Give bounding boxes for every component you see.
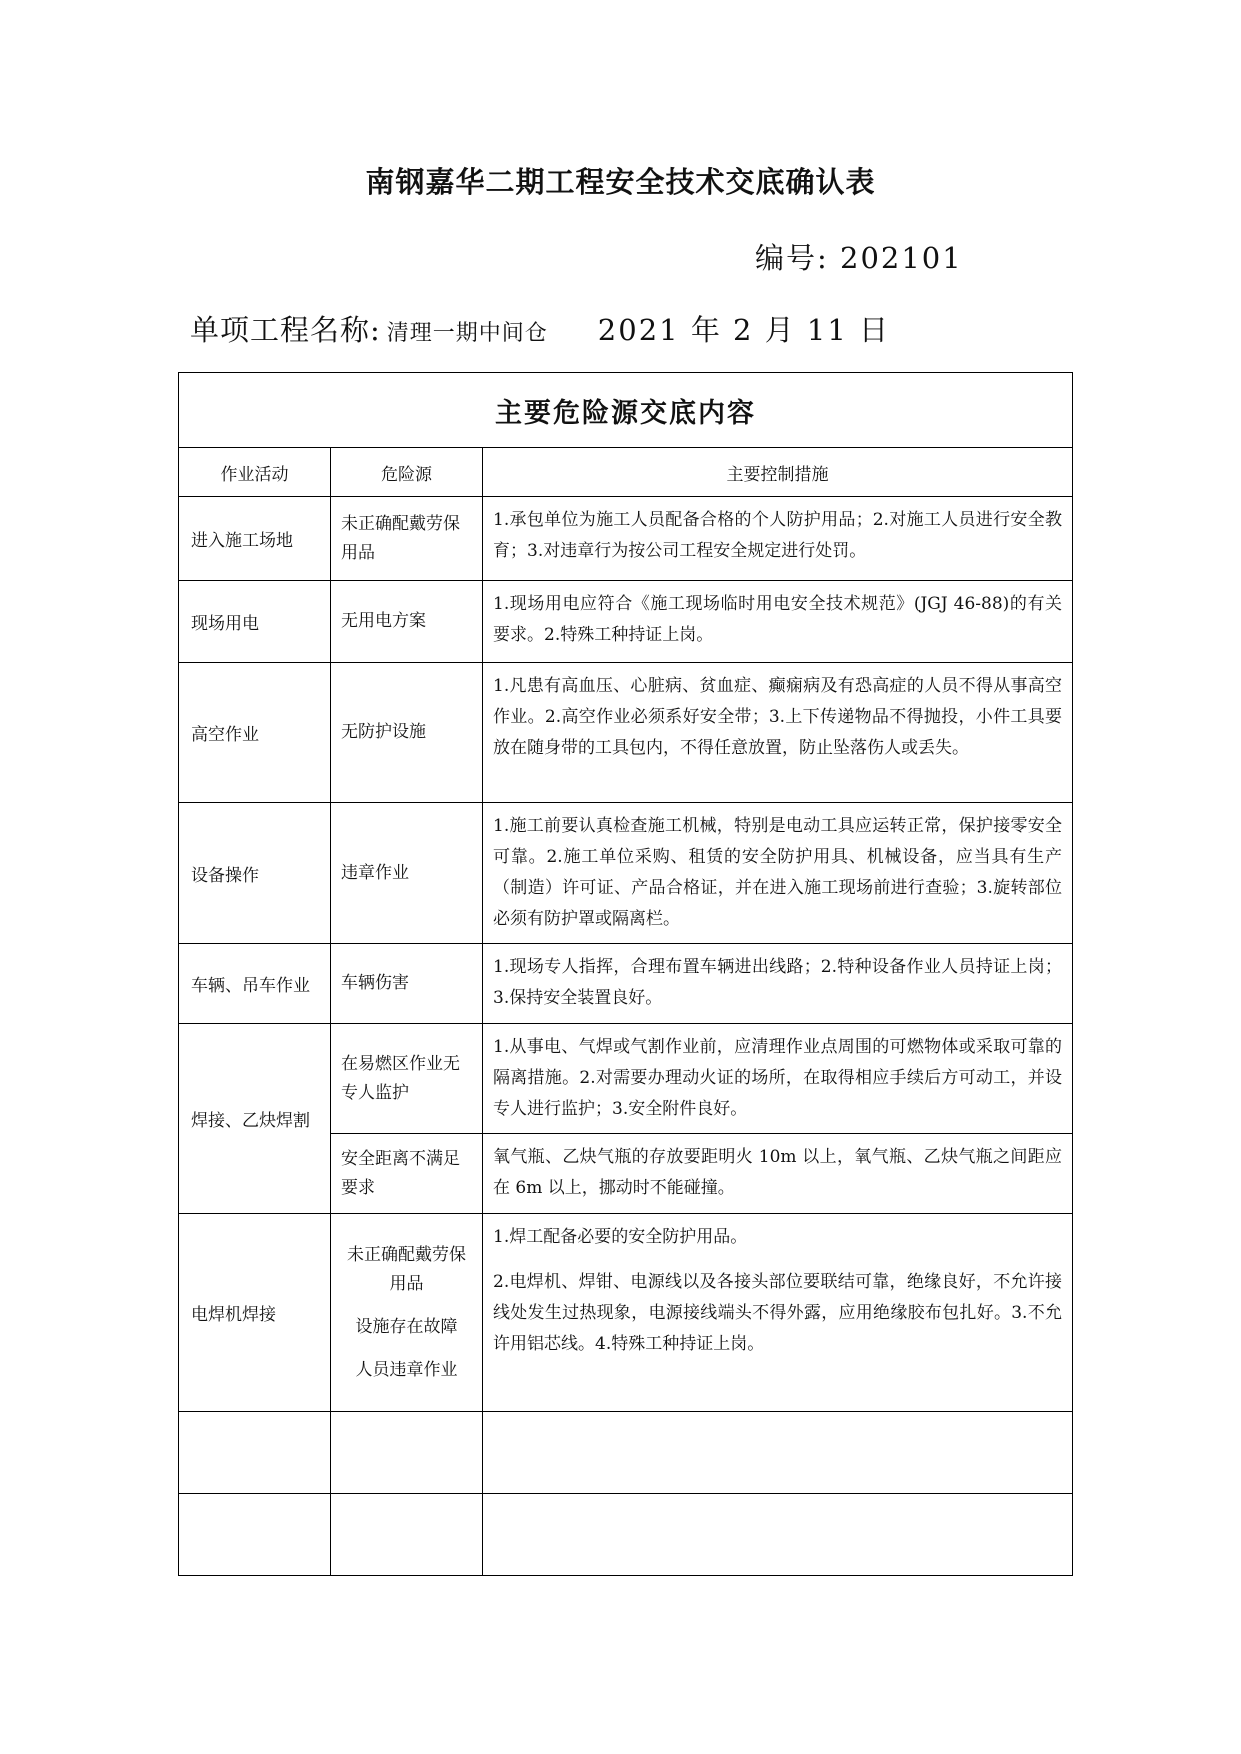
activity-cell: 现场用电 bbox=[179, 581, 331, 663]
hazard-item: 人员违章作业 bbox=[355, 1359, 458, 1380]
project-name: 清理一期中间仓 bbox=[386, 321, 548, 346]
control-cell: 1.现场用电应符合《施工现场临时用电安全技术规范》(JGJ 46-88)的有关要求。2.特殊工种持证上岗。 bbox=[483, 581, 1073, 663]
activity-cell: 焊接、乙炔焊割 bbox=[179, 1024, 331, 1214]
control-item: 1.焊工配备必要的安全防护用品。 bbox=[493, 1227, 748, 1247]
table-row bbox=[179, 497, 1073, 581]
hazard-cell: 无防护设施 bbox=[331, 663, 483, 803]
table-row bbox=[179, 663, 1073, 803]
empty-row bbox=[179, 1412, 1073, 1494]
control-item: 2.电焊机、焊钳、电源线以及各接头部位要联结可靠，绝缘良好，不允许接线处发生过热现象，电源接线端头不得外露，应用绝缘胶布包扎好。3.不允许用铝芯线。4.特殊工种持证上岗。 bbox=[493, 1272, 1063, 1354]
hazard-cell bbox=[331, 1214, 483, 1412]
document-number-value: 202101 bbox=[840, 241, 963, 275]
activity-cell: 设备操作 bbox=[179, 803, 331, 944]
hazard-cell: 违章作业 bbox=[331, 803, 483, 944]
hazard-cell: 安全距离不满足要求 bbox=[331, 1134, 483, 1214]
table-row bbox=[179, 581, 1073, 663]
empty-cell bbox=[483, 1494, 1073, 1576]
empty-cell bbox=[331, 1412, 483, 1494]
document-number-label: 编号: bbox=[755, 241, 829, 275]
empty-cell bbox=[483, 1412, 1073, 1494]
table-row bbox=[179, 803, 1073, 944]
table-row bbox=[179, 1024, 1073, 1134]
hazard-table bbox=[178, 372, 1073, 1576]
activity-cell: 高空作业 bbox=[179, 663, 331, 803]
section-title: 主要危险源交底内容 bbox=[179, 373, 1073, 448]
control-cell: 1.施工前要认真检查施工机械，特别是电动工具应运转正常，保护接零安全可靠。2.施工单位采购、租赁的安全防护用具、机械设备，应当具有生产（制造）许可证、产品合格证，并在进入施工现场前进行查验；3.旋转部位必须有防护罩或隔离栏。 bbox=[483, 803, 1073, 944]
header-activity: 作业活动 bbox=[179, 448, 331, 497]
activity-cell: 电焊机焊接 bbox=[179, 1214, 331, 1412]
empty-cell bbox=[179, 1494, 331, 1576]
document-date: 2021 年 2 月 11 日 bbox=[597, 313, 891, 347]
project-info bbox=[190, 308, 890, 349]
header-control: 主要控制措施 bbox=[483, 448, 1073, 497]
control-cell: 1.从事电、气焊或气割作业前，应清理作业点周围的可燃物体或采取可靠的隔离措施。2.对需要办理动火证的场所，在取得相应手续后方可动工，并设专人进行监护；3.安全附件良好。 bbox=[483, 1024, 1073, 1134]
empty-cell bbox=[331, 1494, 483, 1576]
table-row bbox=[179, 1214, 1073, 1412]
hazard-item: 设施存在故障 bbox=[355, 1316, 458, 1337]
hazard-cell: 无用电方案 bbox=[331, 581, 483, 663]
activity-cell: 车辆、吊车作业 bbox=[179, 944, 331, 1024]
control-cell: 1.承包单位为施工人员配备合格的个人防护用品；2.对施工人员进行安全教育；3.对违章行为按公司工程安全规定进行处罚。 bbox=[483, 497, 1073, 581]
control-cell: 1.凡患有高血压、心脏病、贫血症、癫痫病及有恐高症的人员不得从事高空作业。2.高空作业必须系好安全带；3.上下传递物品不得抛投，小件工具要放在随身带的工具包内，不得任意放置，防止坠落伤人或丢失。 bbox=[483, 663, 1073, 803]
control-cell: 1.现场专人指挥，合理布置车辆进出线路；2.特种设备作业人员持证上岗；3.保持安全装置良好。 bbox=[483, 944, 1073, 1024]
table-row bbox=[179, 944, 1073, 1024]
hazard-cell: 未正确配戴劳保用品 bbox=[331, 497, 483, 581]
document-title: 南钢嘉华二期工程安全技术交底确认表 bbox=[365, 165, 876, 199]
table-header-row bbox=[179, 448, 1073, 497]
document-number bbox=[755, 236, 963, 277]
project-name-label: 单项工程名称: bbox=[190, 313, 381, 347]
empty-cell bbox=[179, 1412, 331, 1494]
control-cell: 氧气瓶、乙炔气瓶的存放要距明火 10m 以上，氧气瓶、乙炔气瓶之间距应在 6m 以上，挪动时不能碰撞。 bbox=[483, 1134, 1073, 1214]
empty-row bbox=[179, 1494, 1073, 1576]
hazard-cell: 车辆伤害 bbox=[331, 944, 483, 1024]
activity-cell: 进入施工场地 bbox=[179, 497, 331, 581]
hazard-item: 未正确配戴劳保用品 bbox=[347, 1244, 466, 1294]
header-hazard: 危险源 bbox=[331, 448, 483, 497]
hazard-cell: 在易燃区作业无专人监护 bbox=[331, 1024, 483, 1134]
control-cell bbox=[483, 1214, 1073, 1412]
